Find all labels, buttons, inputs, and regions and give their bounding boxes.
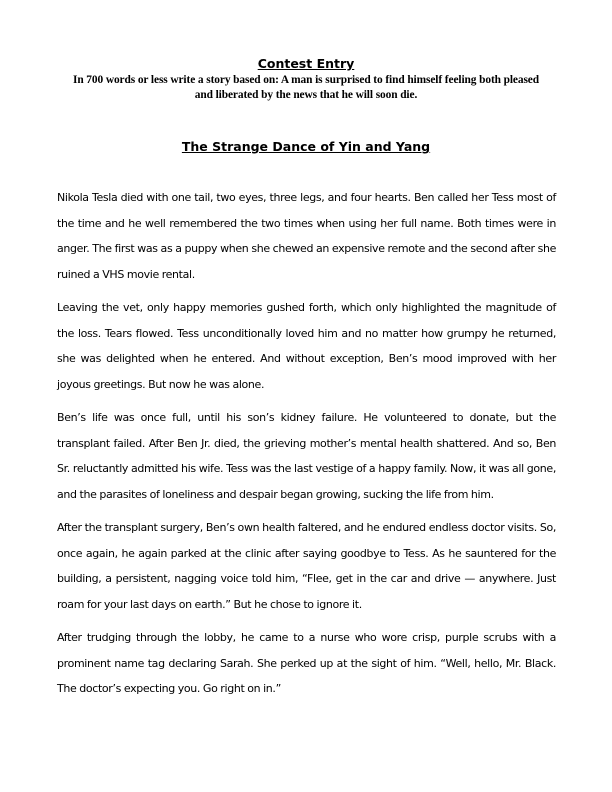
story-paragraph: Nikola Tesla died with one tail, two eyes, three legs, and four hearts. Ben called her Tess most of the time and he well remembered the two times when using her full name. Both times were in anger. The first was as a puppy when she chewed an expensive remote and the second after she ruined a VHS movie rental. (57, 191, 556, 281)
story-paragraph: After the transplant surgery, Ben’s own health faltered, and he endured endless doctor visits. So, once again, he again parked at the clinic after saying goodbye to Tess. As he sauntered for the building, a persistent, nagging voice told him, “Flee, get in the car and drive — anywhere. Just roam for your last days on earth.” But he chose to ignore it. (57, 521, 556, 611)
contest-prompt: In 700 words or less write a story based on: A man is surprised to find himself feeling both pleased and liberated by the news that he will soon die. (72, 74, 539, 101)
contest-title: Contest Entry (257, 56, 355, 71)
story-paragraph: After trudging through the lobby, he came to a nurse who wore crisp, purple scrubs with a prominent name tag declaring Sarah. She perked up at the sight of him. “Well, hello, Mr. Black. The doctor’s expecting you. Go right on in.” (57, 631, 556, 695)
story-paragraph: Leaving the vet, only happy memories gushed forth, which only highlighted the magnitude of the loss. Tears flowed. Tess unconditionally loved him and no matter how grumpy he returned, she was delighted when he entered. And without exception, Ben’s mood improved with her joyous greetings. But now he was alone. (57, 301, 556, 391)
story-paragraph: Ben’s life was once full, until his son’s kidney failure. He volunteered to donate, but the transplant failed. After Ben Jr. died, the grieving mother’s mental health shattered. And so, Ben Sr. reluctantly admitted his wife. Tess was the last vestige of a happy family. Now, it was all gone, and the parasites of loneliness and despair began growing, sucking the life from him. (57, 411, 556, 501)
story-body (57, 185, 556, 710)
story-title: The Strange Dance of Yin and Yang (181, 139, 431, 154)
